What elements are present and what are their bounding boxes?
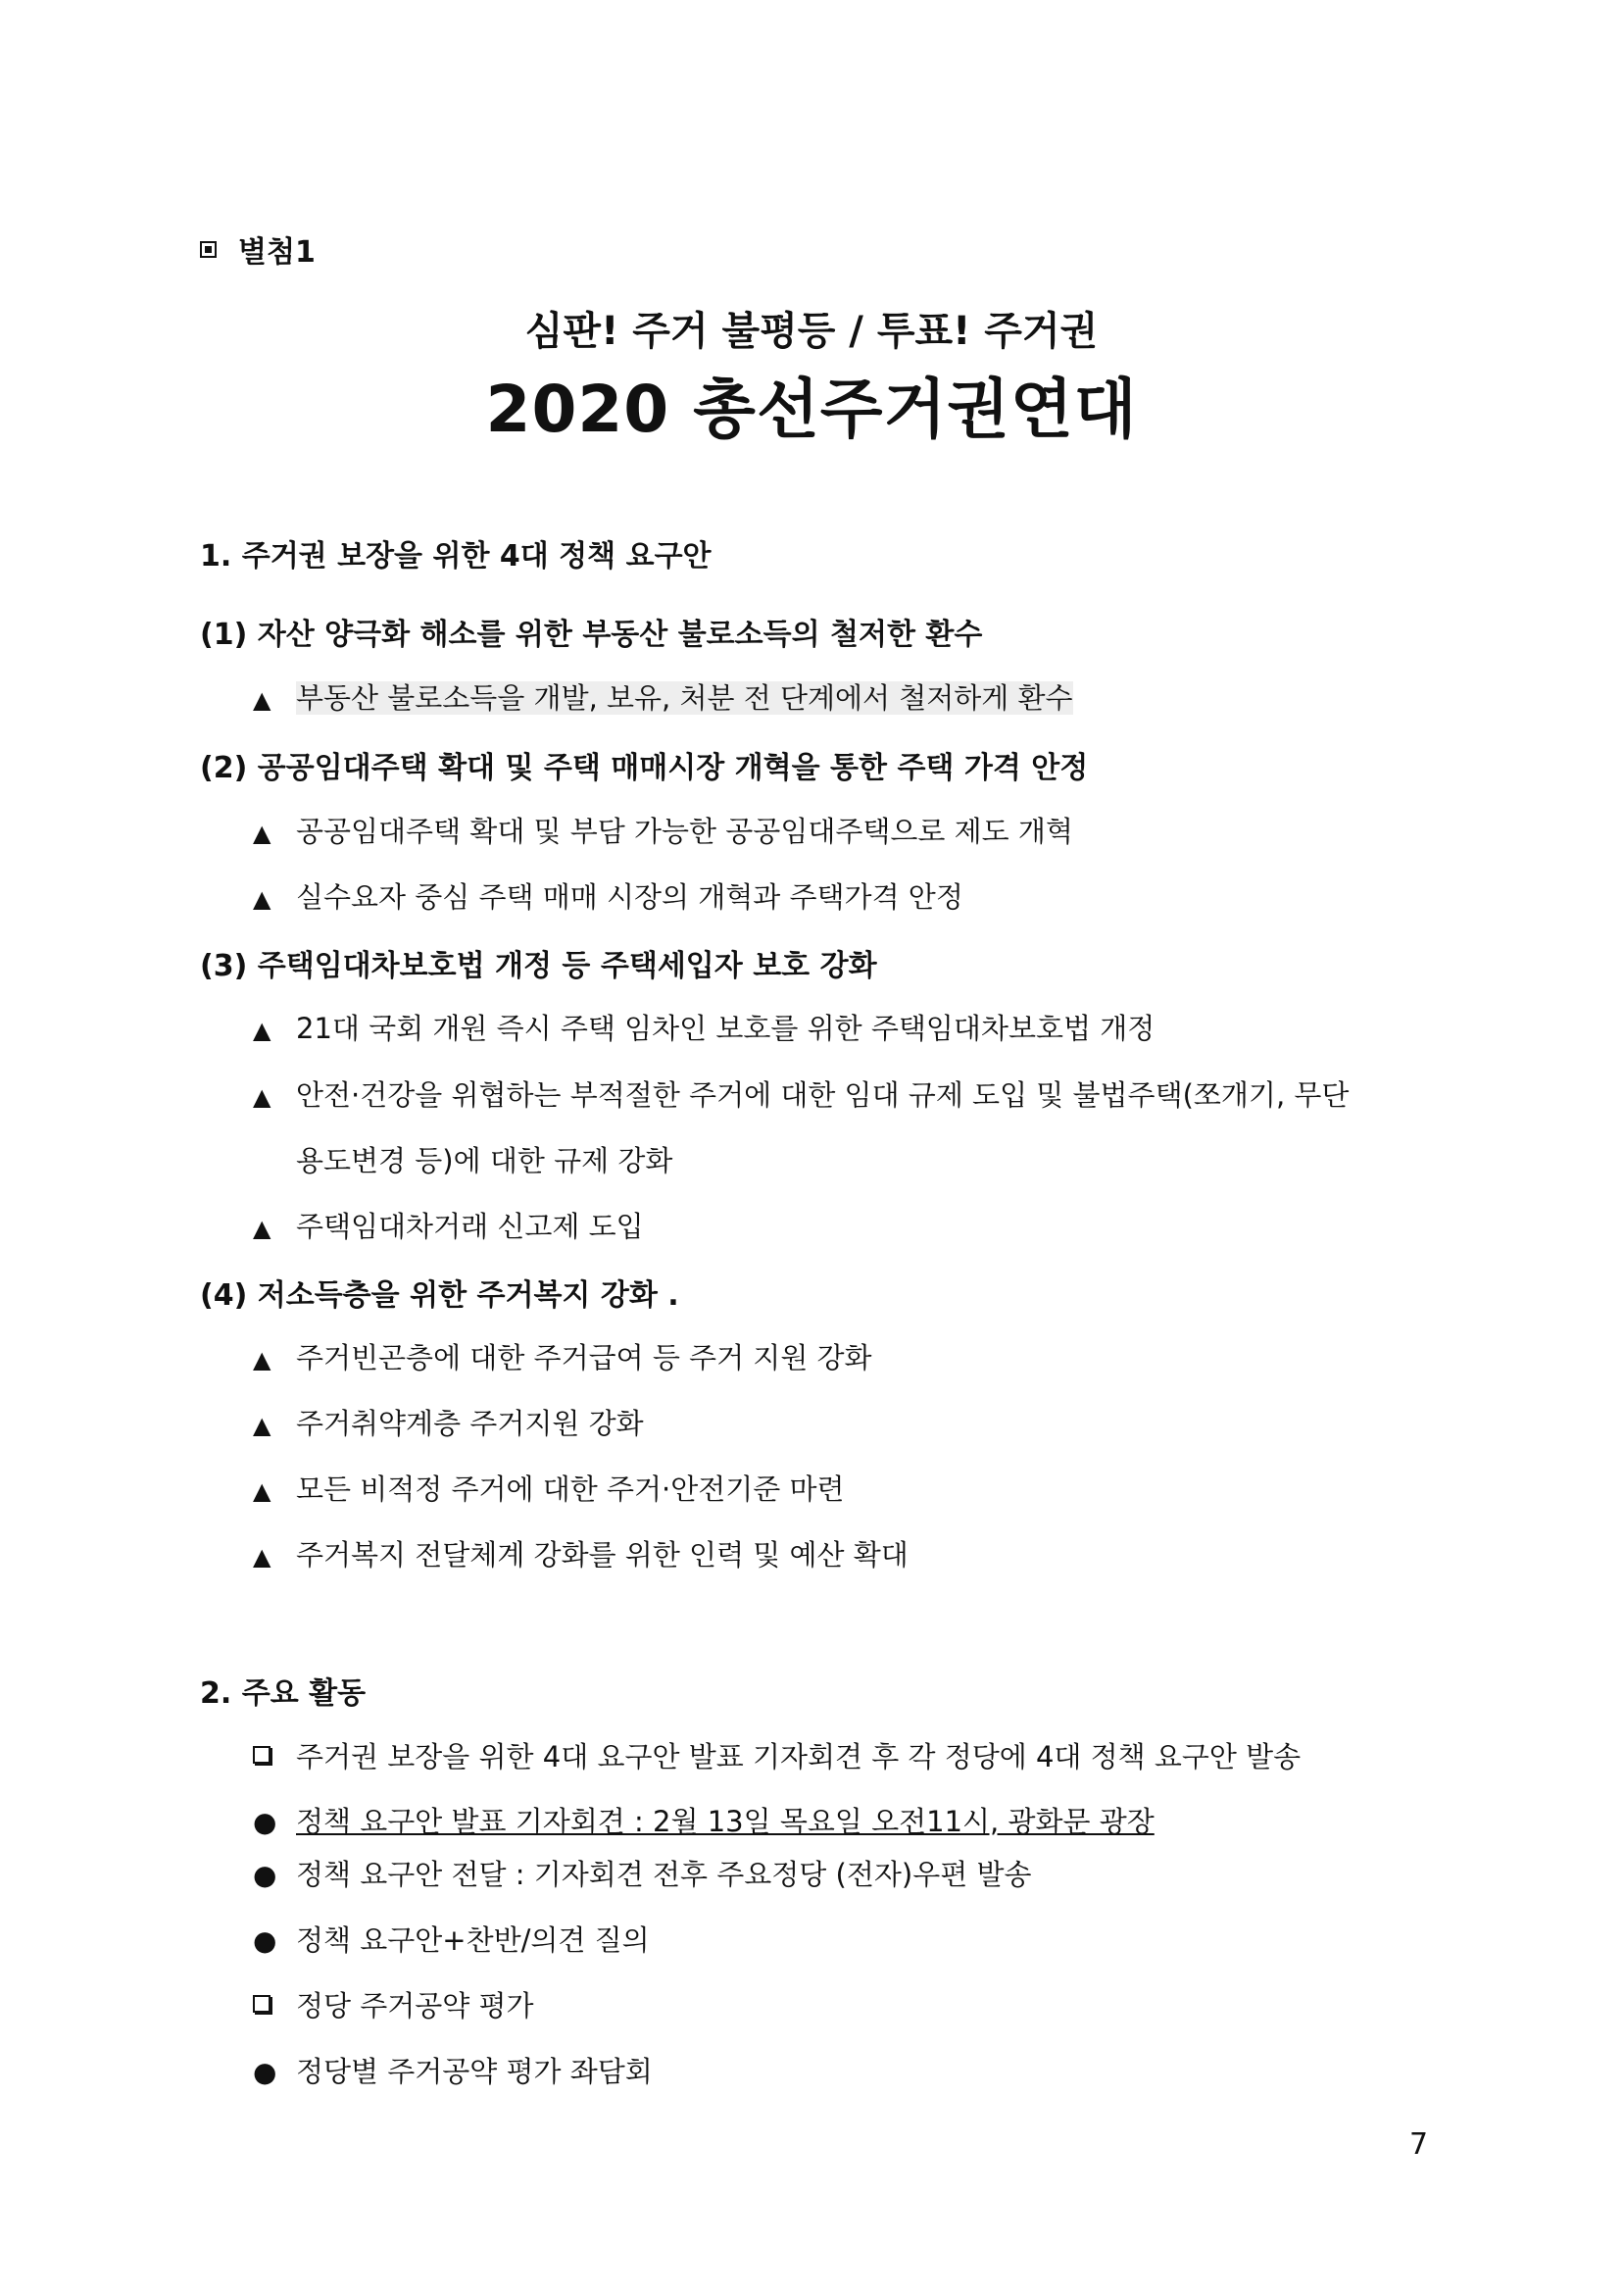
triangle-bullet-icon: ▲ [253, 820, 271, 847]
activity-subitem: ● 정당별 주거공약 평가 좌담회 [253, 2055, 653, 2088]
section-heading: 2. 주요 활동 [200, 1676, 367, 1711]
policy-heading: (4) 저소득층을 위한 주거복지 강화 . [200, 1278, 679, 1313]
campaign-subtitle: 심판! 주거 불평등 / 투표! 주거권 [524, 309, 1099, 354]
activity-subitem: ● 정책 요구안 전달 : 기자회견 전후 주요정당 (전자)우편 발송 [253, 1858, 1032, 1891]
policy-heading: (2) 공공임대주택 확대 및 주택 매매시장 개혁을 통한 주택 가격 안정 [200, 751, 1089, 785]
dot-bullet-icon: ● [253, 1859, 277, 1891]
checkbox-icon [253, 1746, 270, 1764]
attachment-label: 별첨1 [200, 227, 316, 271]
triangle-bullet-icon: ▲ [253, 1215, 271, 1242]
policy-heading: (1) 자산 양극화 해소를 위한 부동산 불로소득의 철저한 환수 [200, 618, 983, 652]
triangle-bullet-icon: ▲ [253, 1083, 271, 1111]
activity-subitem: ● 정책 요구안+찬반/의견 질의 [253, 1923, 650, 1957]
activity-item: 정당 주거공약 평가 [253, 1984, 534, 2024]
square-bullet-icon [200, 241, 217, 258]
dot-bullet-icon: ● [253, 1924, 277, 1957]
activity-subitem: ● 정책 요구안 발표 기자회견 : 2월 13일 목요일 오전11시, 광화문 광장 [253, 1805, 1155, 1838]
policy-item: ▲ 주택임대차거래 신고제 도입 [253, 1210, 644, 1243]
dot-bullet-icon: ● [253, 1806, 277, 1838]
policy-item: ▲ 실수요자 중심 주택 매매 시장의 개혁과 주택가격 안정 [253, 880, 963, 914]
page-title: 2020 총선주거권연대 [485, 372, 1138, 447]
triangle-bullet-icon: ▲ [253, 1017, 271, 1044]
policy-heading: (3) 주택임대차보호법 개정 등 주택세입자 보호 강화 [200, 949, 877, 983]
triangle-bullet-icon: ▲ [253, 1412, 271, 1439]
checkbox-icon [253, 1995, 270, 2013]
policy-item: ▲ 주거취약계층 주거지원 강화 [253, 1407, 644, 1440]
triangle-bullet-icon: ▲ [253, 1477, 271, 1505]
triangle-bullet-icon: ▲ [253, 1346, 271, 1373]
dot-bullet-icon: ● [253, 2056, 277, 2088]
policy-item-continuation: 용도변경 등)에 대한 규제 강화 [296, 1144, 673, 1177]
policy-item: ▲ 모든 비적정 주거에 대한 주거·안전기준 마련 [253, 1472, 845, 1506]
page-number: 7 [1409, 2127, 1429, 2162]
policy-item: ▲ 주거복지 전달체계 강화를 위한 인력 및 예산 확대 [253, 1538, 909, 1572]
triangle-bullet-icon: ▲ [253, 885, 271, 913]
triangle-bullet-icon: ▲ [253, 1543, 271, 1571]
activity-item: 주거권 보장을 위한 4대 요구안 발표 기자회견 후 각 정당에 4대 정책 요구안 발송 [253, 1735, 1301, 1775]
triangle-bullet-icon: ▲ [253, 686, 271, 714]
policy-item: ▲ 21대 국회 개원 즉시 주택 임차인 보호를 위한 주택임대차보호법 개정 [253, 1012, 1156, 1045]
policy-item: ▲ 주거빈곤층에 대한 주거급여 등 주거 지원 강화 [253, 1341, 872, 1374]
policy-item: ▲ 부동산 불로소득을 개발, 보유, 처분 전 단계에서 철저하게 환수 [253, 681, 1073, 715]
policy-item: ▲ 공공임대주택 확대 및 부담 가능한 공공임대주택으로 제도 개혁 [253, 815, 1073, 848]
section-heading: 1. 주거권 보장을 위한 4대 정책 요구안 [200, 539, 712, 574]
policy-item: ▲ 안전·건강을 위협하는 부적절한 주거에 대한 임대 규제 도입 및 불법주택(쪼개기, 무단 [253, 1078, 1350, 1112]
